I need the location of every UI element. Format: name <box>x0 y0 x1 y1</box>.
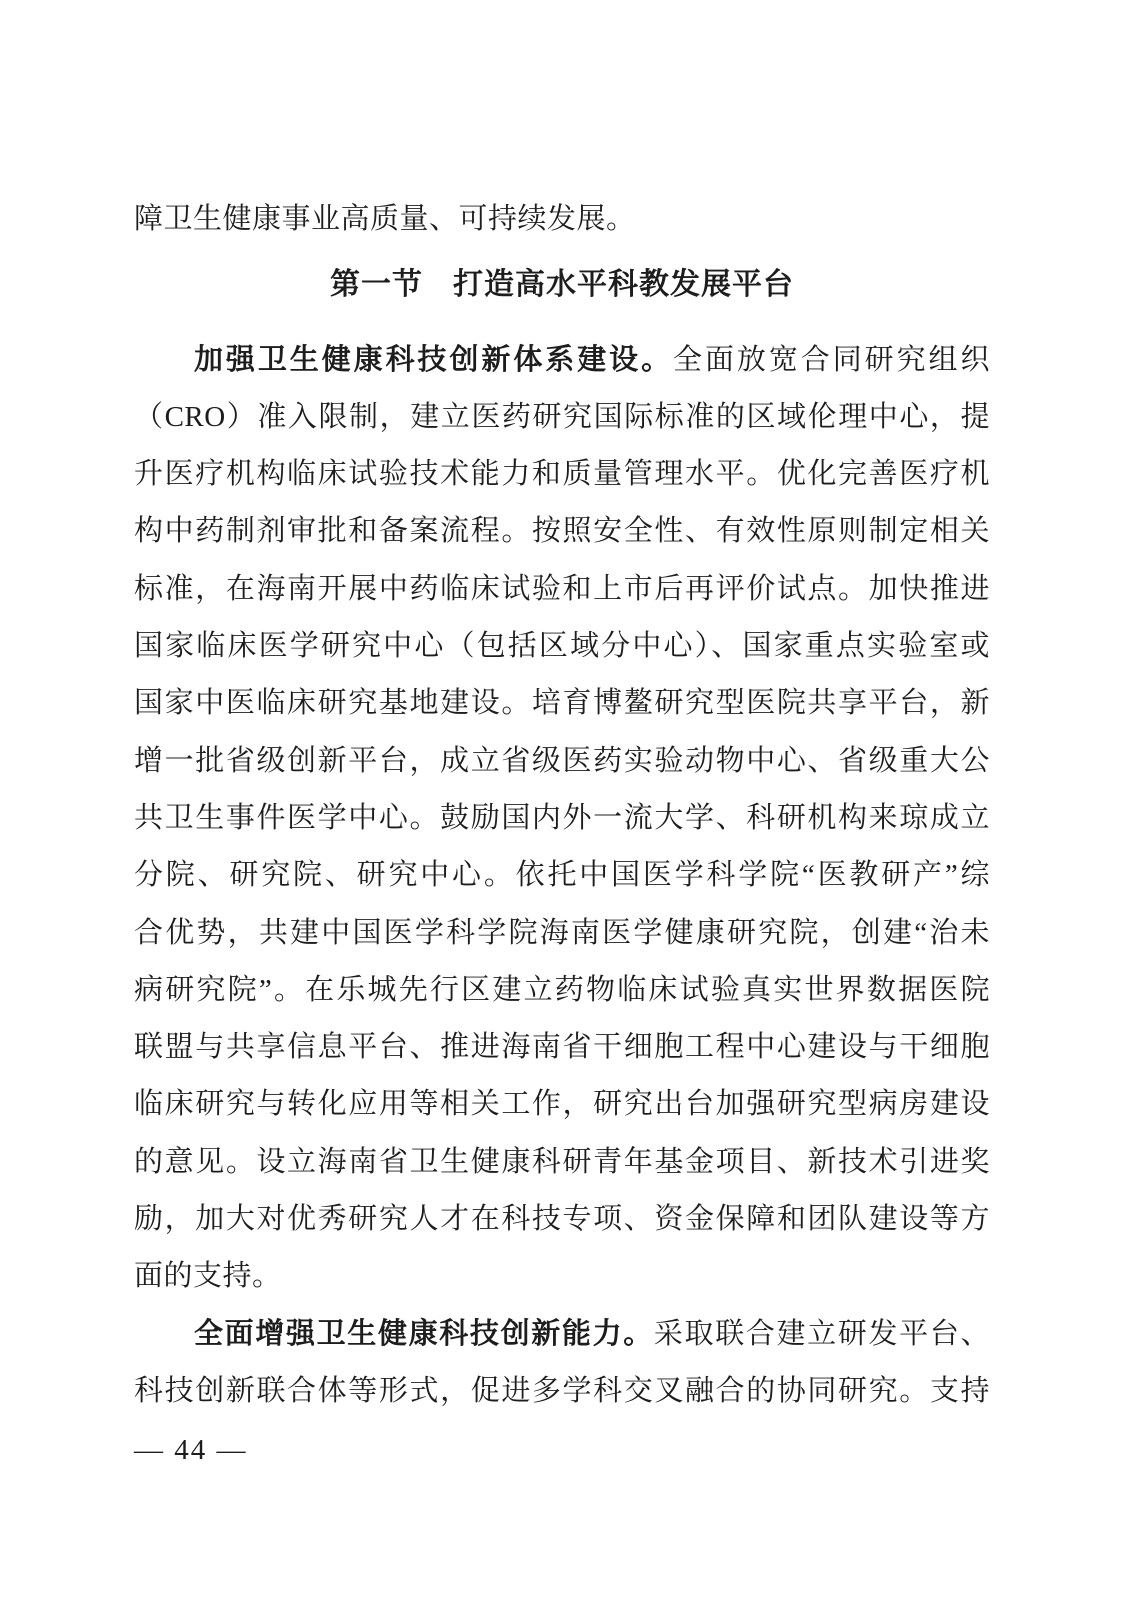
body-line: 标准，在海南开展中药临床试验和上市后再评价试点。加快推进 <box>134 572 990 605</box>
body-line: 共卫生事件医学中心。鼓励国内外一流大学、科研机构来琼成立 <box>134 801 990 834</box>
section-heading-label: 第一节 <box>330 268 423 302</box>
body-line: 构中药制剂审批和备案流程。按照安全性、有效性原则制定相关 <box>134 515 990 548</box>
body-line: 的意见。设立海南省卫生健康科研青年基金项目、新技术引进奖 <box>134 1145 990 1178</box>
document-body <box>134 191 990 1472</box>
body-line-text: 采取联合建立研发平台、 <box>653 1317 990 1350</box>
page-footer <box>134 1428 990 1472</box>
body-line: 励，加大对优秀研究人才在科技专项、资金保障和团队建设等方 <box>134 1203 990 1236</box>
body-line: 临床研究与转化应用等相关工作，研究出台加强研究型病房建设 <box>134 1088 990 1121</box>
body-line: 国家中医临床研究基地建设。培育博鳌研究型医院共享平台，新 <box>134 687 990 720</box>
paragraph-2 <box>134 1306 990 1421</box>
section-heading <box>134 256 990 313</box>
body-line: 科技创新联合体等形式，促进多学科交叉融合的协同研究。支持 <box>134 1374 990 1407</box>
body-line: 升医疗机构临床试验技术能力和质量管理水平。优化完善医疗机 <box>134 458 990 491</box>
body-line-text: 全面放宽合同研究组织 <box>673 343 990 376</box>
page-number: — 44 — <box>134 1434 248 1467</box>
body-line: 增一批省级创新平台，成立省级医药实验动物中心、省级重大公 <box>134 744 990 777</box>
section-heading-title: 打造高水平科教发展平台 <box>453 268 794 302</box>
body-line: 联盟与共享信息平台、推进海南省干细胞工程中心建设与干细胞 <box>134 1031 990 1064</box>
body-line: （CRO）准入限制，建立医药研究国际标准的区域伦理中心，提 <box>134 400 990 433</box>
continuation-line: 障卫生健康事业高质量、可持续发展。 <box>134 203 636 235</box>
body-line <box>134 332 990 389</box>
body-line: 病研究院”。在乐城先行区建立药物临床试验真实世界数据医院 <box>134 973 990 1006</box>
paragraph-1-lead: 加强卫生健康科技创新体系建设。 <box>194 343 674 376</box>
body-line <box>134 1306 990 1363</box>
paragraph-1 <box>134 332 990 1306</box>
body-line: 合优势，共建中国医学科学院海南医学健康研究院，创建“治未 <box>134 916 990 949</box>
body-line: 分院、研究院、研究中心。依托中国医学科学院“医教研产”综 <box>134 859 990 892</box>
paragraph-2-lead: 全面增强卫生健康科技创新能力。 <box>194 1317 654 1350</box>
body-line: 国家临床医学研究中心（包括区域分中心）、国家重点实验室或 <box>134 630 990 663</box>
body-line: 面的支持。 <box>134 1260 282 1293</box>
